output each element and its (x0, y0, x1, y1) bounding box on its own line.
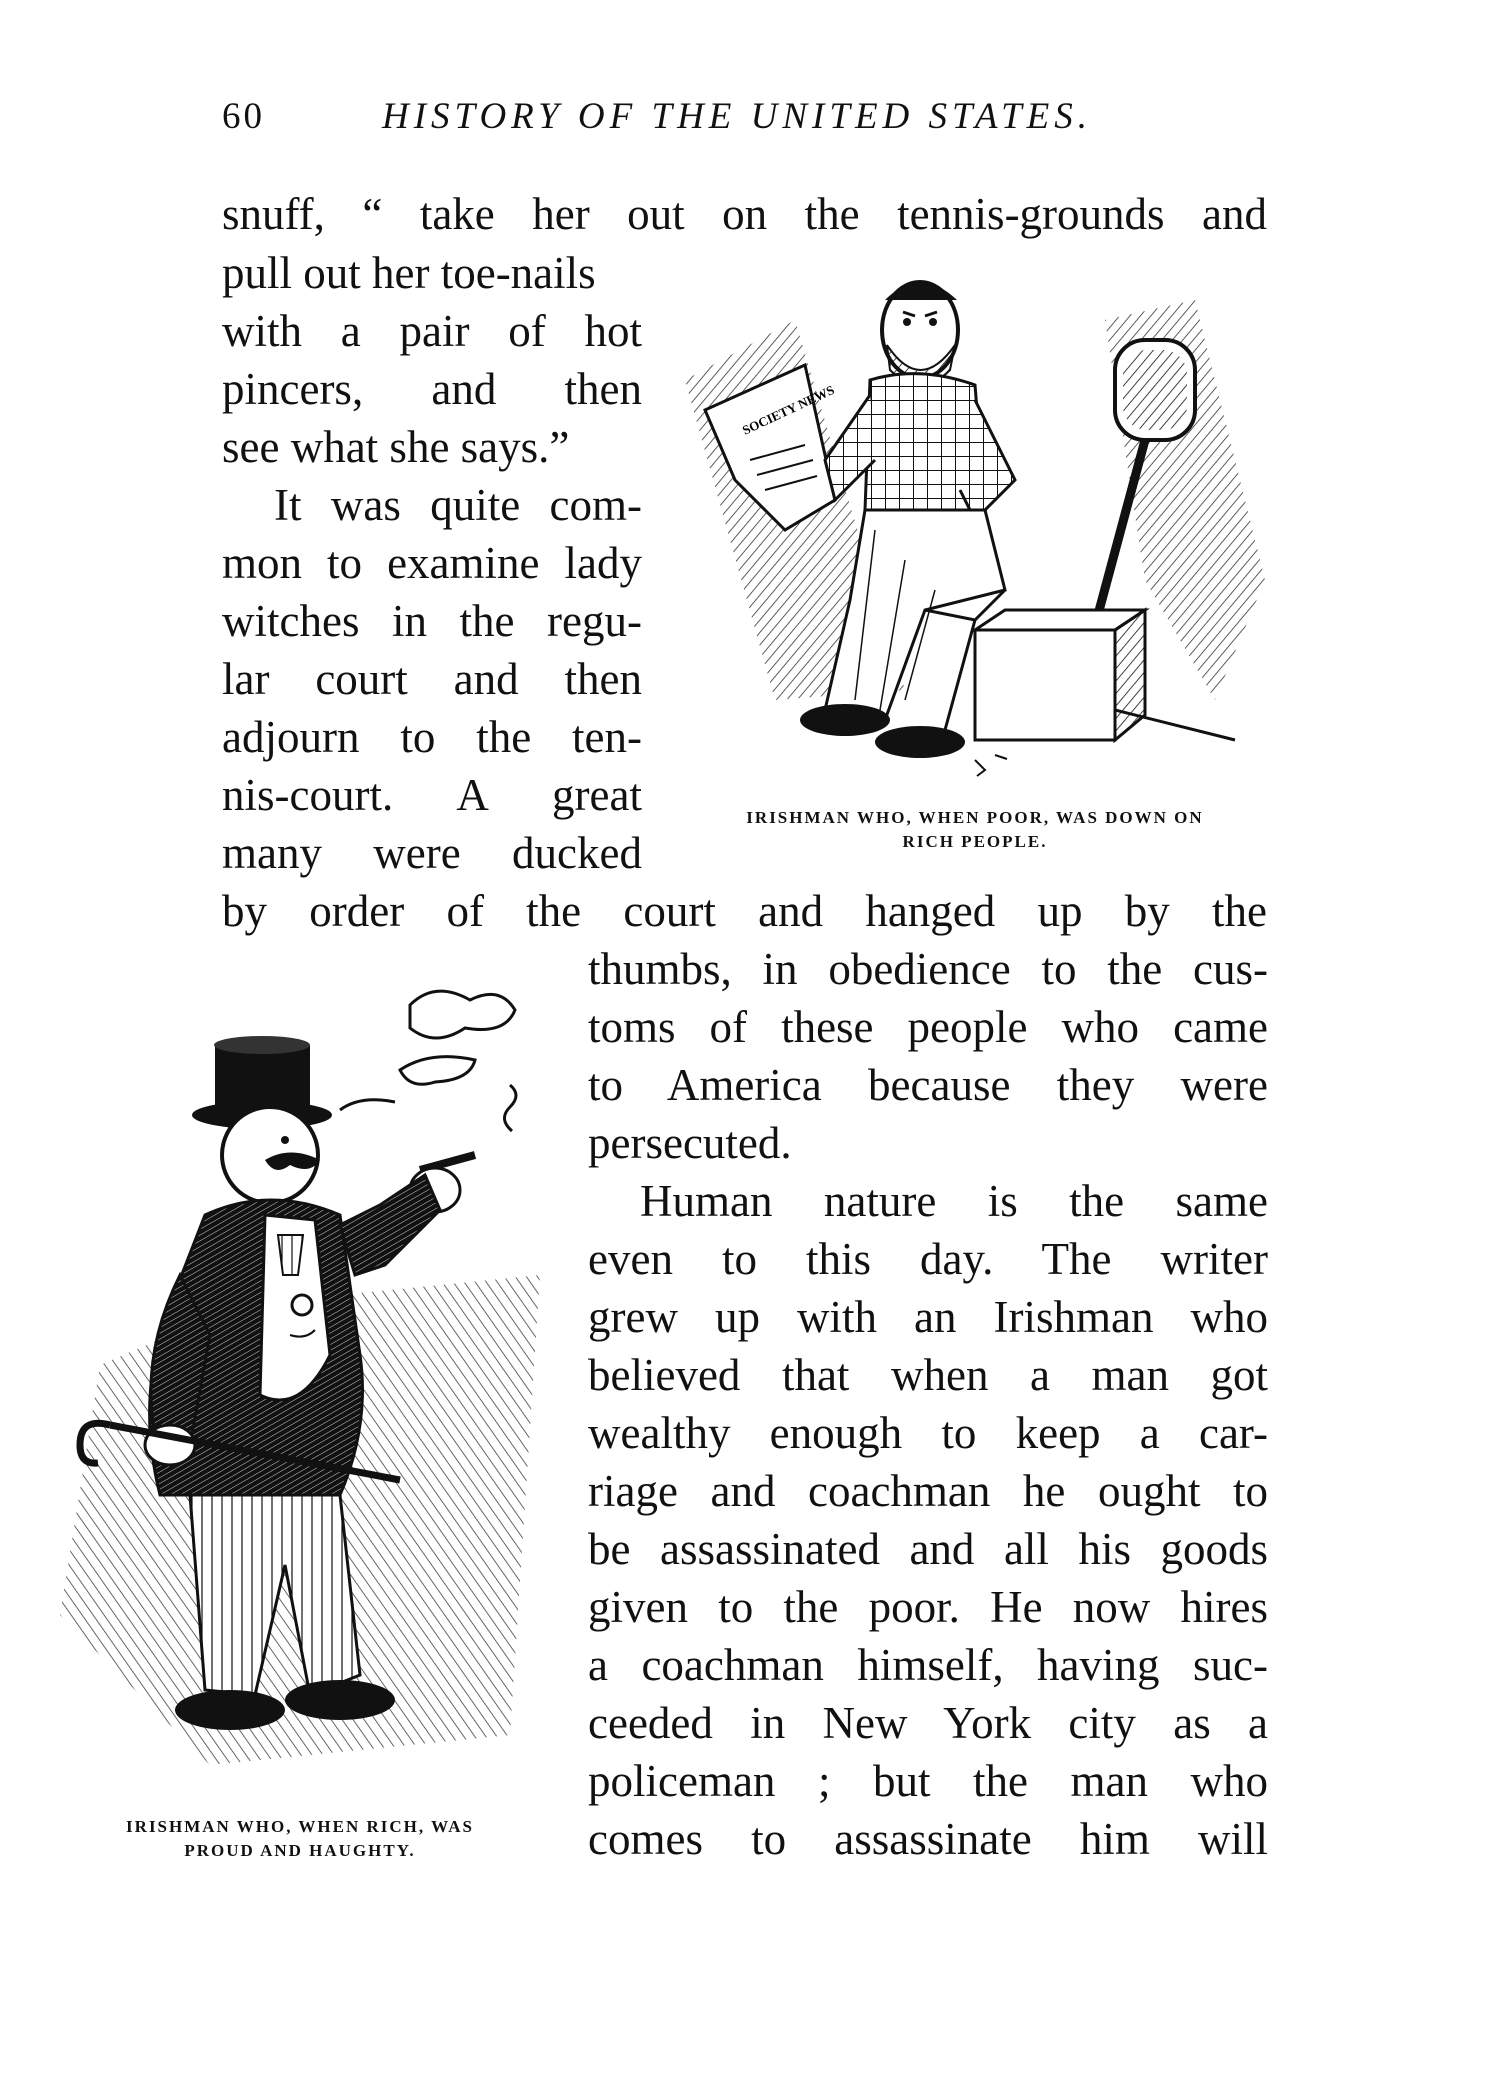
text-line: see what she says.” (222, 422, 570, 472)
running-title: HISTORY OF THE UNITED STATES. (382, 96, 1093, 137)
text-line: lar court and then (222, 654, 642, 704)
text-line: be assassinated and all his goods (588, 1524, 1268, 1574)
text-line: a coachman himself, having suc- (588, 1640, 1268, 1690)
text-line: comes to assassinate him will (588, 1814, 1268, 1864)
caption-line: RICH PEOPLE. (902, 832, 1048, 851)
text-line: snuff, “ take her out on the tennis-grounds and (222, 189, 1267, 239)
text-line: by order of the court and hanged up by the (222, 886, 1267, 936)
text-line: riage and coachman he ought to (588, 1466, 1268, 1516)
illustration-poor-irishman (675, 260, 1275, 851)
text-line: believed that when a man got (588, 1350, 1268, 1400)
newspaper-label: SOCIETY NEWS (739, 382, 837, 438)
caption-line: IRISHMAN WHO, WHEN POOR, WAS DOWN ON (746, 808, 1204, 827)
text-line: persecuted. (588, 1118, 792, 1168)
text-line: to America because they were (588, 1060, 1268, 1110)
text-line: policeman ; but the man who (588, 1756, 1268, 1806)
illustration-caption (40, 1815, 560, 1863)
text-line: pincers, and then (222, 364, 642, 414)
illustration-caption (675, 806, 1275, 854)
text-line: pull out her toe-nails (222, 248, 596, 298)
text-line: nis-court. A great (222, 770, 642, 820)
text-line: thumbs, in obedience to the cus- (588, 944, 1268, 994)
text-line: even to this day. The writer (588, 1234, 1268, 1284)
text-line: toms of these people who came (588, 1002, 1268, 1052)
text-line: adjourn to the ten- (222, 712, 642, 762)
page-number: 60 (222, 96, 265, 137)
text-line: Human nature is the same (640, 1176, 1268, 1226)
text-line: given to the poor. He now hires (588, 1582, 1268, 1632)
text-line: wealthy enough to keep a car- (588, 1408, 1268, 1458)
text-line: grew up with an Irishman who (588, 1292, 1268, 1342)
poor-irishman-drawing (675, 260, 1275, 800)
text-line: witches in the regu- (222, 596, 642, 646)
caption-line: PROUD AND HAUGHTY. (184, 1841, 416, 1860)
text-line: ceeded in New York city as a (588, 1698, 1268, 1748)
text-line: It was quite com- (274, 480, 642, 530)
text-line: mon to examine lady (222, 538, 642, 588)
caption-line: IRISHMAN WHO, WHEN RICH, WAS (126, 1817, 474, 1836)
running-header (222, 95, 1272, 147)
text-line: with a pair of hot (222, 306, 642, 356)
rich-irishman-drawing (40, 975, 580, 1805)
text-line: many were ducked (222, 828, 642, 878)
illustration-rich-irishman (40, 975, 580, 1860)
